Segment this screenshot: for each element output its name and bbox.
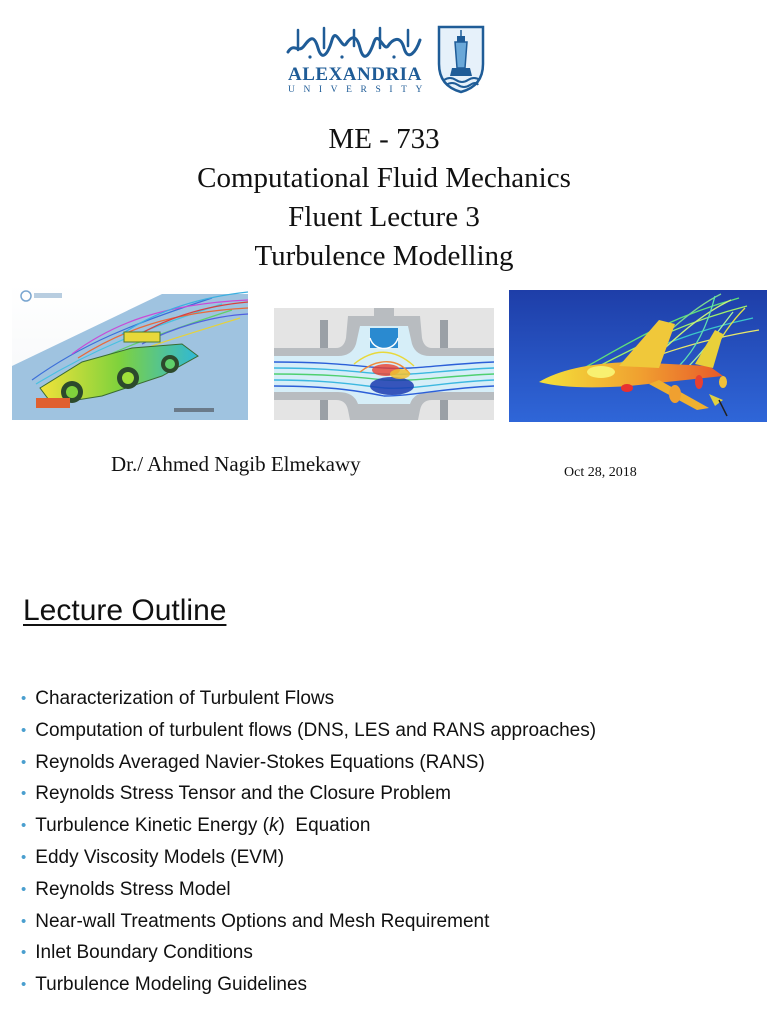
outline-list [21,684,596,1002]
list-item: • Turbulence Kinetic Energy (k) Equation [21,815,371,837]
bullet-icon: • [21,721,27,739]
list-item: • Inlet Boundary Conditions [21,942,253,964]
lecture-number: Fluent Lecture 3 [288,201,480,233]
list-item: • Turbulence Modeling Guidelines [21,974,308,996]
fighter-jet-cfd-image [509,290,767,422]
list-item: • Characterization of Turbulent Flows [21,688,335,709]
university-logo [284,24,490,98]
list-item: • Reynolds Stress Tensor and the Closure Problem [21,783,452,805]
logo-university-name: ALEXANDRIA [288,64,422,85]
bullet-icon: • [21,976,27,994]
valve-flow-cfd-image [274,308,494,420]
bullet-icon: • [21,848,27,866]
list-item: • Eddy Viscosity Models (EVM) [21,846,285,868]
course-code: ME - 733 [328,123,440,155]
lighthouse-crest-icon [436,24,486,94]
author-name: Dr./ Ahmed Nagib Elmekawy [111,452,361,476]
lecture-date: Oct 28, 2018 [564,465,637,480]
lecture-title [0,120,768,276]
race-car-cfd-image [12,284,248,420]
list-item: • Reynolds Stress Model [21,878,231,900]
list-item: • Computation of turbulent flows (DNS, LES and RANS approaches) [21,719,597,741]
bullet-icon: • [21,785,27,803]
list-item: • Reynolds Averaged Navier-Stokes Equations (RANS) [21,751,485,773]
outline-heading: Lecture Outline [23,594,227,627]
lecture-topic: Turbulence Modelling [254,240,514,272]
bullet-icon: • [21,944,27,962]
arabic-calligraphy-logo [284,24,424,60]
bullet-icon: • [21,912,27,930]
bullet-icon: • [21,880,27,898]
bullet-icon: • [21,817,27,835]
course-name: Computational Fluid Mechanics [197,162,571,194]
list-item: • Near-wall Treatments Options and Mesh Requirement [21,910,490,932]
bullet-icon: • [21,753,27,771]
bullet-icon: • [21,690,27,707]
logo-university-subtitle: UNIVERSITY [288,85,431,95]
